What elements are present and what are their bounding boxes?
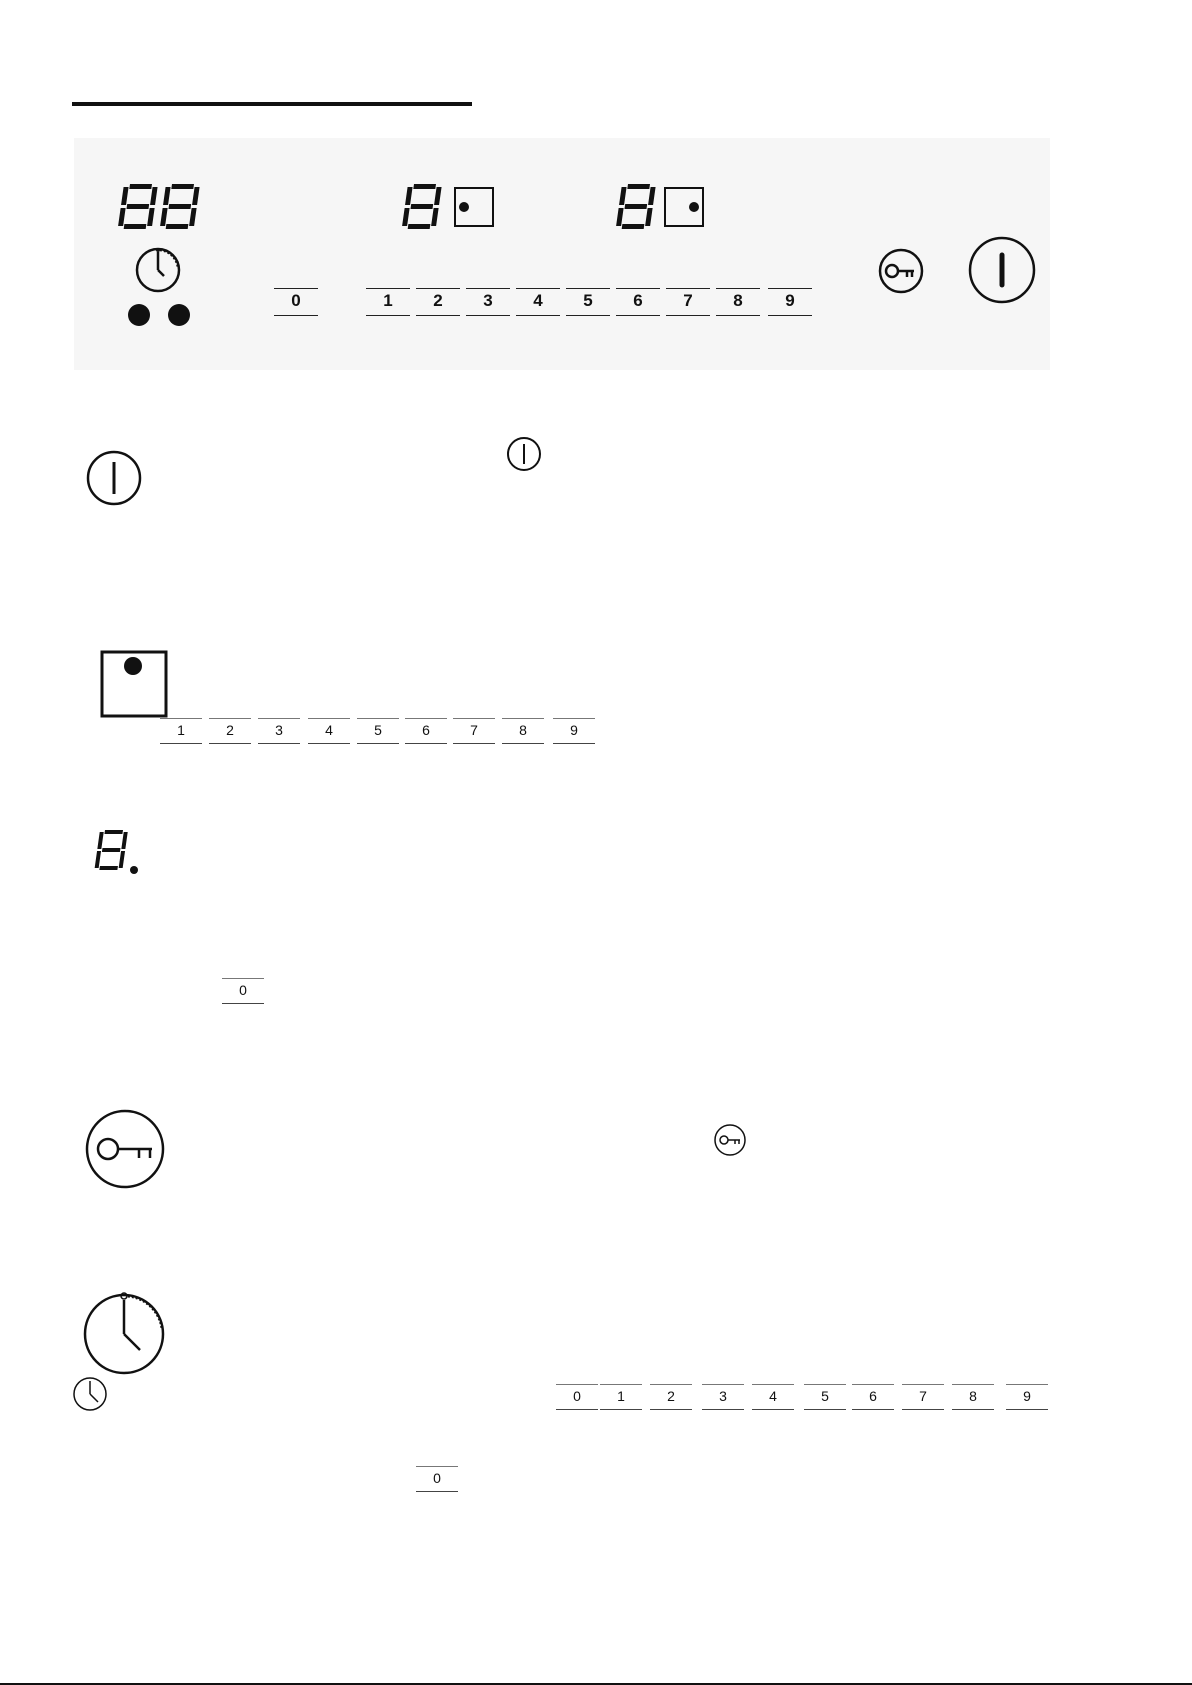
key-lock-icon[interactable] (878, 248, 924, 294)
timer-zero-key: 0 (416, 1466, 458, 1492)
timer-key-3: 3 (702, 1384, 744, 1410)
panel-key-5[interactable]: 5 (566, 288, 610, 316)
timer-key-6: 6 (852, 1384, 894, 1410)
panel-key-6[interactable]: 6 (616, 288, 660, 316)
panel-key-9[interactable]: 9 (768, 288, 812, 316)
zone-1-display-icon (408, 184, 446, 230)
key-lock-icon-inline (714, 1124, 746, 1156)
zone-key-8: 8 (502, 718, 544, 744)
timer-key-4: 4 (752, 1384, 794, 1410)
panel-key-4[interactable]: 4 (516, 288, 560, 316)
zero-key: 0 (222, 978, 264, 1004)
timer-key-2: 2 (650, 1384, 692, 1410)
timer-clock-icon-large (82, 1290, 168, 1376)
panel-key-1[interactable]: 1 (366, 288, 410, 316)
zone-key-7: 7 (453, 718, 495, 744)
zone-key-5: 5 (357, 718, 399, 744)
power-icon-large (86, 450, 142, 506)
panel-key-8[interactable]: 8 (716, 288, 760, 316)
timer-key-8: 8 (952, 1384, 994, 1410)
key-lock-icon-large (84, 1108, 166, 1190)
cooking-zone-icon (100, 650, 168, 718)
zone-right-icon[interactable] (664, 187, 704, 227)
timer-key-9: 9 (1006, 1384, 1048, 1410)
power-icon-inline (506, 436, 542, 472)
zone-key-9: 9 (553, 718, 595, 744)
power-icon[interactable] (968, 236, 1036, 304)
zone-key-2: 2 (209, 718, 251, 744)
timer-clock-icon[interactable] (134, 246, 182, 294)
zone-key-4: 4 (308, 718, 350, 744)
panel-key-2[interactable]: 2 (416, 288, 460, 316)
zone-key-3: 3 (258, 718, 300, 744)
panel-key-0[interactable]: 0 (274, 288, 318, 316)
panel-key-7[interactable]: 7 (666, 288, 710, 316)
section-title-rule (72, 102, 472, 106)
timer-key-1: 1 (600, 1384, 642, 1410)
timer-key-0: 0 (556, 1384, 598, 1410)
timer-key-7: 7 (902, 1384, 944, 1410)
panel-key-3[interactable]: 3 (466, 288, 510, 316)
zone-left-icon[interactable] (454, 187, 494, 227)
zone-key-1: 1 (160, 718, 202, 744)
zone-2-display-icon (622, 184, 660, 230)
seven-segment-display-icon (100, 830, 140, 874)
timer-key-5: 5 (804, 1384, 846, 1410)
timer-indicator-dots (126, 302, 194, 328)
timer-clock-icon-small (72, 1376, 108, 1412)
zone-key-6: 6 (405, 718, 447, 744)
timer-display-icon (124, 184, 204, 230)
